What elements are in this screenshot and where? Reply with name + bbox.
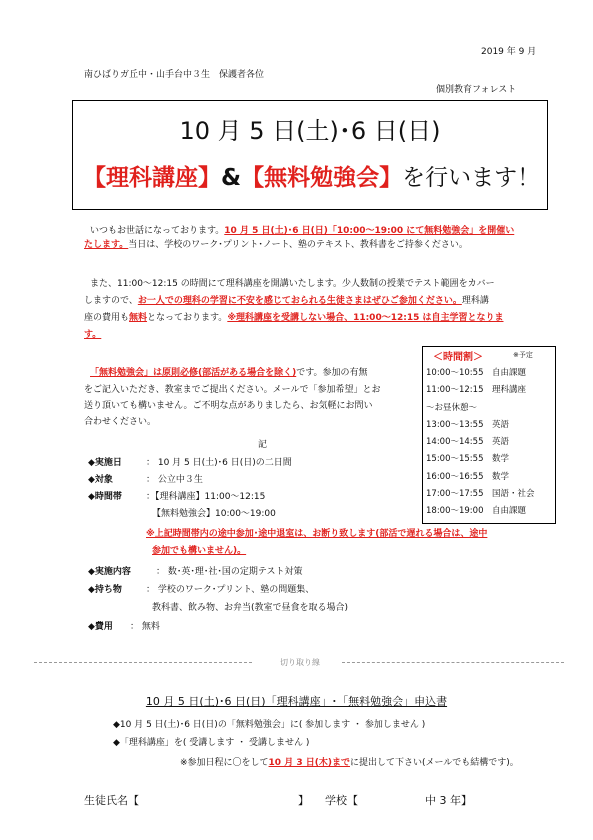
p3-line2: をご記入いただき、教室までご提出ください。メールで「参加希望」とお — [84, 385, 381, 395]
p3-line3: 送り頂いても構いません。ご不明な点がありましたら、お気軽にお問い — [84, 401, 373, 411]
schedule-box — [422, 346, 556, 524]
deadline-text-c: に提出して下さい(メールでも結構です)。 — [349, 758, 519, 768]
cost-label: ◆費用 — [88, 622, 113, 632]
student-name-label: 生徒氏名【 — [84, 794, 139, 807]
time-row — [88, 491, 265, 504]
schedule-row: 13:00～13:55 英語 — [426, 419, 509, 430]
p2-text-d: 座の費用も — [84, 313, 130, 323]
time-note-2: 参加でも構いません)。 — [152, 546, 247, 556]
content-value: ： 数･英･理･社･国の定期テスト対策 — [156, 567, 303, 577]
cost-value: ： 無料 — [130, 622, 160, 632]
time-value-1: ：【理科講座】11:00～12:15 — [146, 492, 266, 502]
addressee: 南ひばりガ丘中・山手台中３生 保護者各位 — [84, 70, 265, 80]
schedule-row: ～お昼休憩～ — [426, 402, 478, 413]
p3-text: です。参加の有無 — [296, 368, 368, 378]
p3-line1 — [90, 367, 368, 380]
title-box — [72, 100, 548, 210]
school-field[interactable] — [364, 792, 422, 806]
p2-line1: また、11:00～12:15 の時間にて理科講座を開講いたします。少人数制の授業でテスト範囲をカバー — [90, 279, 495, 289]
bring-value-1: ： 学校のワーク･プリント、塾の問題集、 — [146, 585, 315, 595]
bring-value-2: 教科書、飲み物、お弁当(教室で昼食を取る場合) — [152, 603, 349, 613]
schedule-title: ＜時間割＞ — [433, 352, 483, 363]
p2-line3 — [84, 312, 504, 325]
p1-line1 — [90, 225, 514, 238]
school-grade: 中 3 年】 — [425, 794, 472, 807]
student-name-close: 】 — [298, 794, 309, 807]
p2-text-e: となっております。 — [147, 313, 228, 323]
target-value: ： 公立中３生 — [146, 475, 203, 485]
schedule-row: 18:00～19:00 自由課題 — [426, 506, 526, 517]
form-question-free-study[interactable]: ◆10 月 5 日(土)･6 日(日)の「無料勉強会」に( 参加します ・ 参加しません ) — [113, 720, 426, 730]
cut-line-left — [34, 662, 252, 663]
science-lecture-title: 【理科講座】 — [83, 165, 221, 191]
target-label: ◆対象 — [88, 475, 113, 485]
schedule-row: 17:00～17:55 国語・社会 — [426, 489, 535, 500]
form-title: 10 月 5 日(土)･6 日(日)「理科講座」･「無料勉強会」申込書 — [145, 695, 448, 708]
p2-note: ※理科講座を受講しない場合、11:00～12:15 は自主学習となりま — [227, 313, 504, 323]
cut-line-label: 切り取り線 — [280, 658, 320, 667]
schedule-row: 14:00～14:55 英語 — [426, 437, 509, 448]
p3-line4: 合わせください。 — [84, 417, 157, 427]
title-tail: を行います！ — [402, 165, 541, 191]
ki-mark: 記 — [258, 440, 268, 450]
p1-highlight-cont: たします。 — [84, 240, 129, 250]
p1-highlight: 10 月 5 日(土)･6 日(日)「10:00～19:00 にて無料勉強会」を開催い — [224, 226, 515, 236]
time-note-1: ※上記時間帯内の途中参加･途中退室は、お断り致します(部活で遅れる場合は、途中 — [146, 529, 488, 539]
time-label: ◆時間帯 — [88, 492, 122, 502]
cut-line-right — [342, 662, 564, 663]
schedule-row: 16:00～16:55 数学 — [426, 471, 509, 482]
p1-text: いつもお世話になっております。 — [90, 226, 225, 236]
deadline-text-a: ※参加日程に〇をして — [180, 758, 269, 768]
schedule-note: ※予定 — [513, 351, 533, 359]
school-label: 学校【 — [325, 794, 358, 807]
content-row — [88, 566, 303, 579]
event-title — [83, 159, 540, 192]
p2-highlight: お一人での理科の学習に不安を感じておられる生徒さまはぜひご参加ください。 — [137, 296, 462, 306]
p2-text-a: しますので、 — [84, 296, 138, 306]
form-question-science[interactable]: ◆「理科講座」を( 受講します ・ 受講しません ) — [113, 738, 310, 748]
deadline-date: 10 月 3 日(木)まで — [268, 758, 350, 768]
p2-line4: す。 — [84, 330, 102, 340]
date-value: ： 10 月 5 日(土)･6 日(日)の二日間 — [146, 458, 292, 468]
p2-line2 — [84, 295, 489, 308]
p1-text-cont: 当日は、学校のワーク･プリント･ノート、塾のテキスト、教科書をご持参ください。 — [128, 240, 468, 250]
document-date: 2019 年 9 月 — [481, 47, 537, 57]
student-name-field[interactable] — [148, 792, 294, 806]
bring-row — [88, 584, 314, 597]
p1-line2 — [84, 239, 468, 252]
bring-label: ◆持ち物 — [88, 585, 122, 595]
form-deadline-note — [180, 757, 519, 770]
content-label: ◆実施内容 — [88, 567, 131, 577]
target-row — [88, 474, 203, 487]
p2-text-c: 理科講 — [461, 296, 489, 306]
sender: 個別教育フォレスト — [436, 85, 517, 95]
schedule-row: 10:00～10:55 自由課題 — [426, 368, 526, 378]
p2-free: 無料 — [129, 313, 148, 323]
date-label: ◆実施日 — [88, 458, 122, 468]
date-row — [88, 457, 292, 470]
time-value-2: 【無料勉強会】10:00～19:00 — [152, 509, 276, 519]
ampersand: & — [221, 165, 242, 191]
free-study-title: 【無料勉強会】 — [241, 165, 403, 191]
event-dates-heading: 10 月 5 日(土)･6 日(日) — [179, 117, 441, 145]
schedule-row: 15:00～15:55 数学 — [426, 454, 509, 465]
cost-row — [88, 621, 160, 634]
schedule-row: 11:00～12:15 理科講座 — [426, 385, 526, 396]
p3-highlight: 「無料勉強会」は原則必修(部活がある場合を除く) — [90, 368, 297, 378]
schedule-rows — [426, 365, 535, 521]
